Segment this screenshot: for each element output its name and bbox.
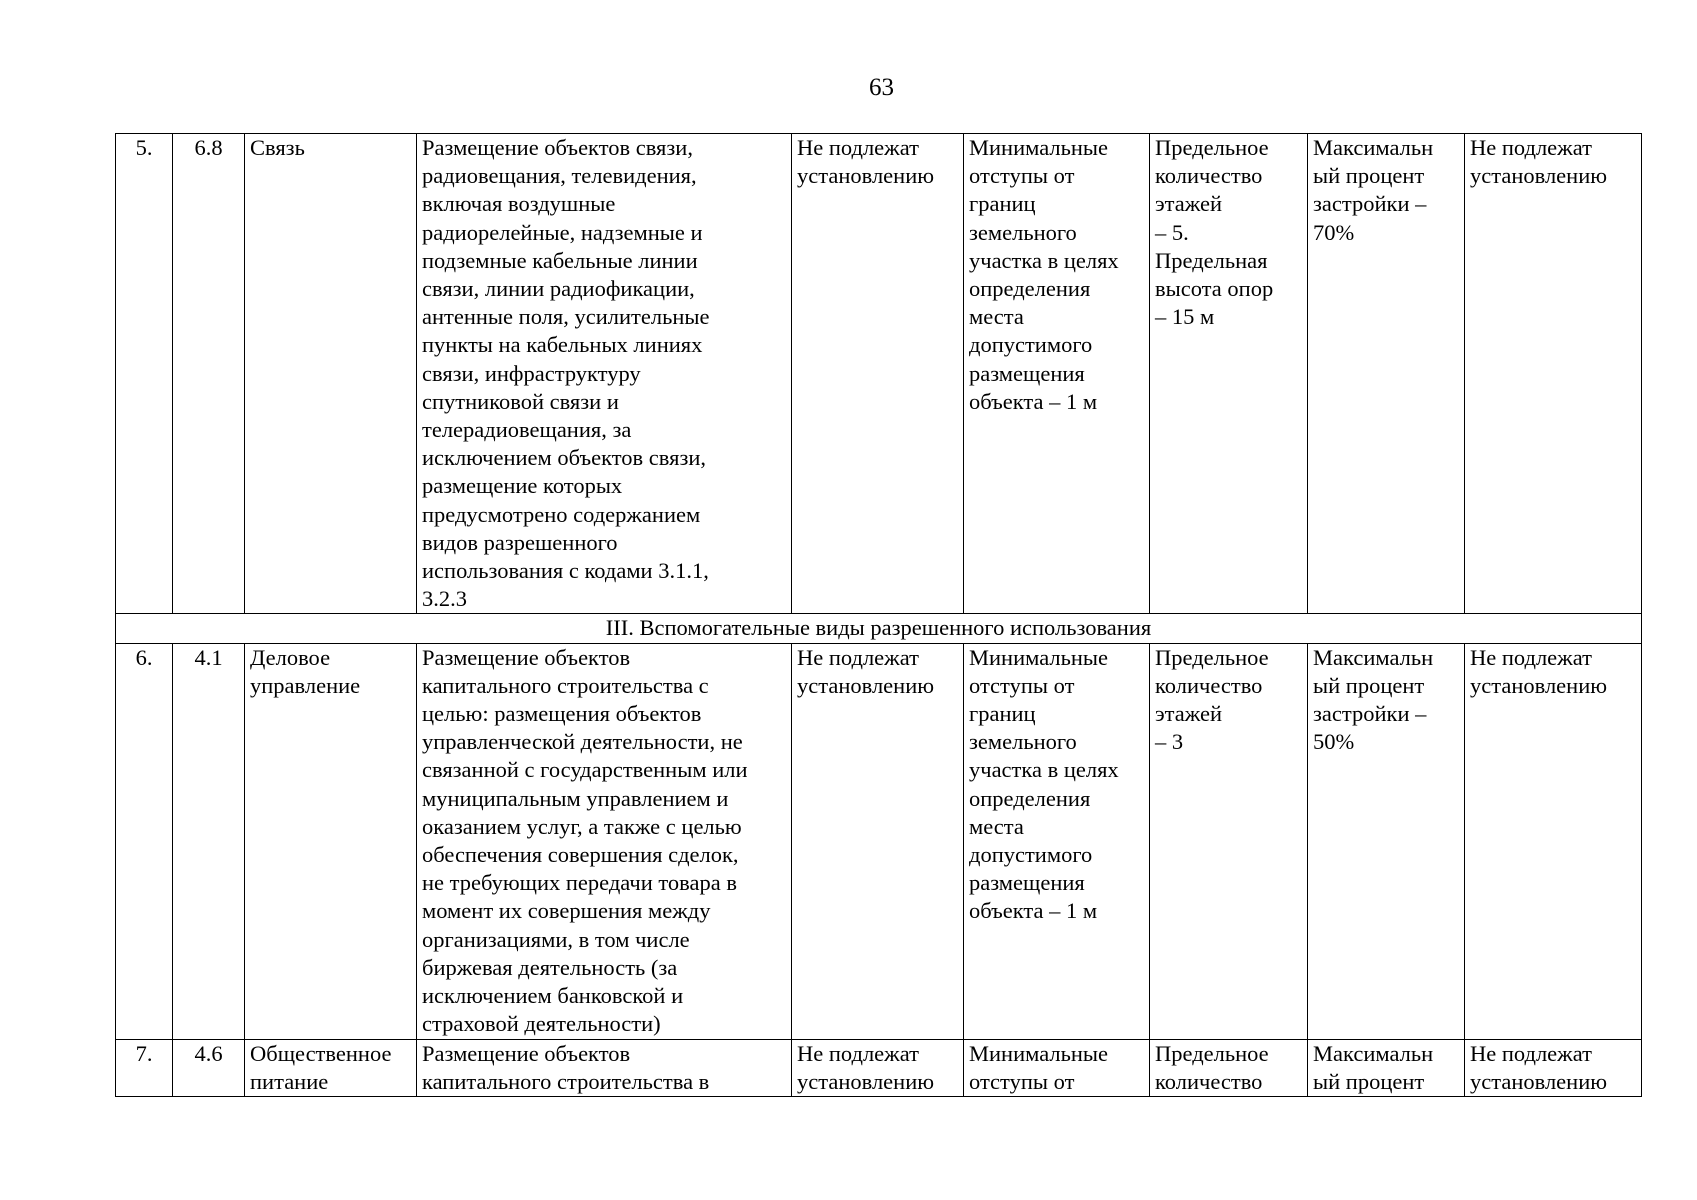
regulations-table [115,133,1642,1097]
coverage-limit: Максимальн ый процент застройки – 70% [1308,134,1465,614]
plot-area: Не подлежат установлению [792,134,964,614]
use-code: 6.8 [173,134,245,614]
cell-text: 7. [135,1040,153,1066]
table-row [116,643,1642,1039]
use-description [417,1039,792,1096]
section-row [116,614,1642,643]
other-params [1465,1039,1642,1096]
floors-limit: Предельное количество этажей – 3 [1150,643,1308,1039]
cell-text: 4.6 [194,1040,223,1066]
table-row [116,1039,1642,1096]
use-name: Связь [245,134,417,614]
cell-text: Общественное питание [250,1040,392,1094]
cell-text: Максимальн ый процент [1313,1040,1434,1094]
floors-limit: Предельное количество этажей – 5. Предельная высота опор – 15 м [1150,134,1308,614]
use-description: Размещение объектов связи, радиовещания, телевидения, включая воздушные радиорелейные, надземные и подземные кабельные линии связи, линии радиофикации, антенные поля, усилительные пункты на кабельных линиях связи, инфраструктуру спутниковой связи и телерадиовещания, за исключением объектов связи, размещение которых предусмотрено содержанием видов разрешенного использования с кодами 3.1.1, 3.2.3 [417,134,792,614]
section-title: III. Вспомогательные виды разрешенного использования [116,614,1642,643]
floors-limit [1150,1039,1308,1096]
cell-text: Минимальные отступы от [969,1040,1109,1094]
plot-area: Не подлежат установлению [792,643,964,1039]
cell-text: Размещение объектов капитального строительства в [422,1040,710,1094]
coverage-limit: Максимальн ый процент застройки – 50% [1308,643,1465,1039]
row-number [116,1039,173,1096]
other-params: Не подлежат установлению [1465,134,1642,614]
setbacks [964,1039,1150,1096]
other-params: Не подлежат установлению [1465,643,1642,1039]
page-number: 63 [869,74,894,101]
setbacks: Минимальные отступы от границ земельного участка в целях определения места допустимого размещения объекта – 1 м [964,643,1150,1039]
cell-text: Не подлежат установлению [797,1040,935,1094]
row-number: 5. [116,134,173,614]
use-code: 4.1 [173,643,245,1039]
use-name [245,1039,417,1096]
row-number: 6. [116,643,173,1039]
use-code [173,1039,245,1096]
setbacks: Минимальные отступы от границ земельного участка в целях определения места допустимого размещения объекта – 1 м [964,134,1150,614]
coverage-limit [1308,1039,1465,1096]
plot-area [792,1039,964,1096]
cell-text: Не подлежат установлению [1470,1040,1608,1094]
cell-text: Предельное количество [1155,1040,1269,1094]
table-row [116,134,1642,614]
use-name: Деловое управление [245,643,417,1039]
use-description: Размещение объектов капитального строительства с целью: размещения объектов управленческой деятельности, не связанной с государственным или муниципальным управлением и оказанием услуг, а также с целью обеспечения совершения сделок, не требующих передачи товара в момент их совершения между организациями, в том числе биржевая деятельность (за исключением банковской и страховой деятельности) [417,643,792,1039]
